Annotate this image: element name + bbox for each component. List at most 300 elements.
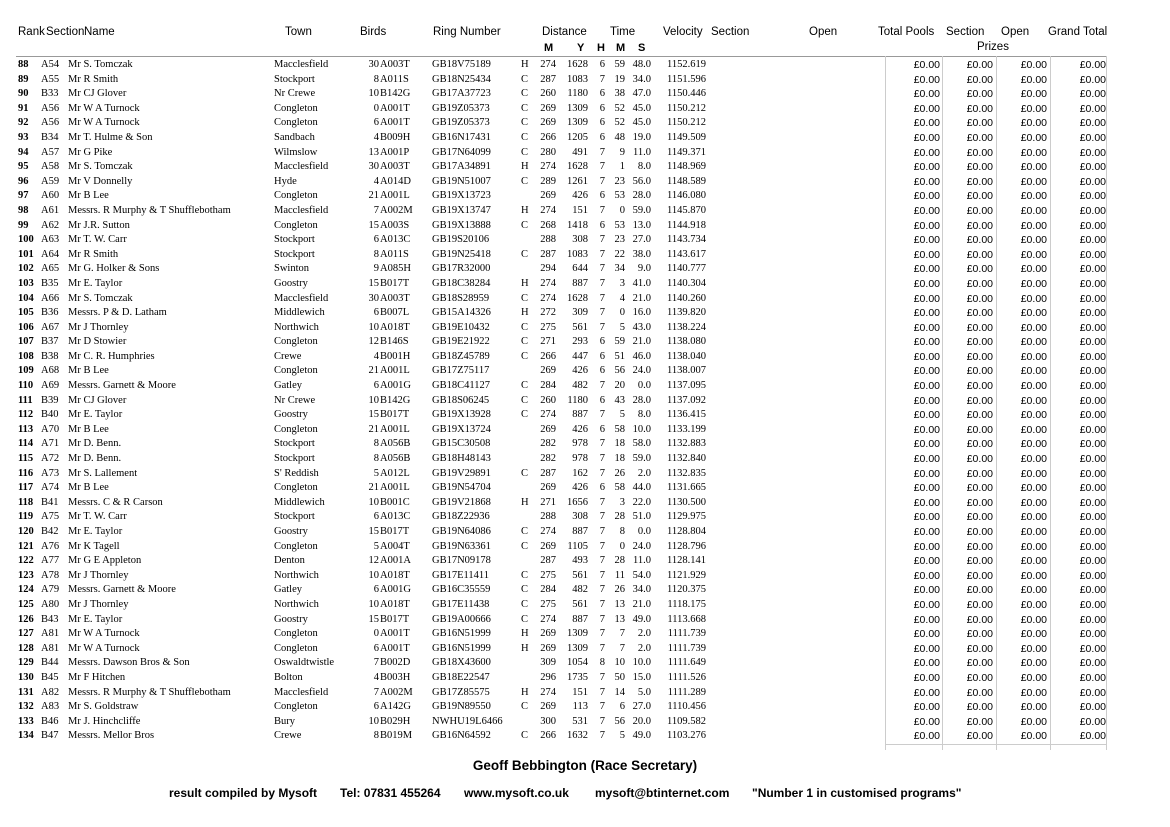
cell-distance-yards: 887 (572, 277, 588, 289)
cell-flag: C (521, 540, 529, 552)
cell-birds-count: 4 (373, 175, 379, 187)
cell-fancier-name: Messrs. C & R Carson (68, 496, 163, 508)
cell-velocity: 1128.796 (667, 540, 706, 552)
cell-position-code: B001C (380, 496, 410, 508)
cell-time-seconds: 16.0 (632, 307, 651, 319)
cell-distance-miles: 287 (540, 248, 556, 260)
cell-time-minutes: 26 (614, 467, 625, 479)
cell-town: Congleton (274, 102, 318, 114)
header-section: Section (46, 26, 85, 38)
footer-website: www.mysoft.co.uk (464, 786, 569, 800)
cell-flag: C (521, 380, 529, 392)
cell-distance-miles: 275 (540, 321, 556, 333)
cell-town: Nr Crewe (274, 88, 316, 100)
cell-ring-number: GB18N25434 (432, 73, 491, 85)
cell-town: Congleton (274, 628, 318, 640)
cell-prize-open: £0.00 (1020, 380, 1047, 393)
cell-fancier-name: Mr E. Taylor (68, 526, 123, 537)
cell-flag: H (521, 686, 529, 698)
table-row (0, 598, 1170, 613)
cell-birds-count: 5 (373, 540, 379, 552)
cell-velocity: 1118.175 (667, 598, 706, 610)
cell-prize-section: £0.00 (966, 307, 993, 320)
table-row (0, 146, 1170, 161)
cell-time-seconds: 34.0 (632, 73, 651, 85)
cell-rank: 130 (18, 671, 34, 683)
cell-fancier-name: Mr S. Goldstraw (68, 701, 139, 713)
cell-time-hours: 7 (599, 234, 605, 246)
cell-town: Macclesfield (274, 161, 329, 173)
cell-distance-yards: 1309 (567, 102, 588, 114)
cell-time-hours: 7 (599, 730, 605, 742)
cell-prize-open: £0.00 (1020, 321, 1047, 334)
cell-birds-count: 15 (368, 409, 379, 421)
cell-section: A63 (41, 234, 60, 246)
cell-time-minutes: 59 (614, 59, 625, 70)
table-row (0, 277, 1170, 292)
cell-total-pools: £0.00 (913, 584, 940, 597)
cell-time-minutes: 50 (614, 671, 625, 683)
cell-prize-section: £0.00 (966, 496, 993, 509)
cell-ring-number: GB19X13928 (432, 409, 491, 421)
cell-time-hours: 7 (599, 555, 605, 567)
cell-grand-total: £0.00 (1079, 292, 1106, 305)
cell-total-pools: £0.00 (913, 555, 940, 568)
cell-distance-yards: 531 (572, 715, 588, 727)
cell-ring-number: GB17R32000 (432, 263, 491, 275)
header-name: Name (84, 26, 115, 38)
cell-section: A73 (41, 467, 60, 479)
cell-velocity: 1120.375 (667, 584, 706, 596)
cell-fancier-name: Mr R Smith (68, 248, 119, 260)
cell-time-minutes: 53 (614, 219, 625, 231)
cell-velocity: 1139.820 (667, 307, 706, 319)
cell-town: Goostry (274, 409, 308, 421)
cell-time-seconds: 2.0 (637, 628, 651, 640)
cell-fancier-name: Messrs. P & D. Latham (68, 307, 167, 319)
cell-grand-total: £0.00 (1079, 161, 1106, 174)
cell-position-code: A013C (380, 234, 411, 246)
cell-total-pools: £0.00 (913, 569, 940, 582)
cell-distance-yards: 1105 (567, 540, 588, 552)
cell-velocity: 1151.596 (667, 73, 706, 85)
cell-velocity: 1128.141 (667, 555, 706, 567)
cell-rank: 119 (18, 511, 34, 523)
cell-prize-section: £0.00 (966, 482, 993, 495)
cell-velocity: 1143.734 (667, 234, 706, 246)
cell-section: B37 (41, 336, 59, 348)
table-row (0, 423, 1170, 438)
cell-rank: 128 (18, 642, 34, 654)
cell-section: A76 (41, 540, 60, 552)
cell-time-minutes: 18 (614, 453, 625, 465)
cell-prize-section: £0.00 (966, 642, 993, 655)
cell-position-code: A001T (380, 628, 410, 640)
cell-time-minutes: 23 (614, 175, 625, 187)
cell-time-minutes: 22 (614, 248, 625, 260)
cell-section: A56 (41, 102, 60, 114)
cell-prize-section: £0.00 (966, 467, 993, 480)
cell-time-minutes: 34 (614, 263, 625, 275)
cell-grand-total: £0.00 (1079, 73, 1106, 86)
cell-town: Congleton (274, 701, 318, 713)
cell-total-pools: £0.00 (913, 292, 940, 305)
table-row (0, 204, 1170, 219)
cell-prize-open: £0.00 (1020, 350, 1047, 363)
cell-town: Northwich (274, 569, 319, 581)
cell-total-pools: £0.00 (913, 423, 940, 436)
cell-position-code: A003S (380, 219, 410, 231)
cell-town: Bolton (274, 671, 303, 683)
cell-distance-miles: 275 (540, 598, 556, 610)
cell-velocity: 1132.840 (667, 453, 706, 465)
cell-distance-miles: 282 (540, 438, 556, 450)
cell-ring-number: GB15C30508 (432, 438, 491, 450)
table-row (0, 160, 1170, 175)
cell-velocity: 1148.589 (667, 175, 706, 187)
cell-distance-yards: 1261 (567, 175, 588, 187)
cell-position-code: A004T (380, 540, 410, 552)
table-row (0, 408, 1170, 423)
cell-position-code: A085H (380, 263, 411, 275)
cell-prize-section: £0.00 (966, 190, 993, 203)
cell-section: B46 (41, 715, 59, 727)
cell-section: A72 (41, 453, 60, 465)
cell-total-pools: £0.00 (913, 526, 940, 538)
cell-fancier-name: Mr J Thornley (68, 569, 129, 581)
cell-ring-number: GB19Z05373 (432, 102, 490, 114)
cell-flag: C (521, 394, 529, 406)
cell-prize-section: £0.00 (966, 234, 993, 247)
cell-birds-count: 8 (373, 453, 379, 465)
cell-distance-yards: 162 (572, 467, 588, 479)
cell-prize-open: £0.00 (1020, 569, 1047, 582)
cell-rank: 118 (18, 496, 34, 508)
cell-time-hours: 7 (599, 175, 605, 187)
cell-ring-number: GB19N89550 (432, 701, 491, 713)
cell-time-seconds: 56.0 (632, 175, 651, 187)
cell-time-seconds: 13.0 (632, 219, 651, 231)
cell-rank: 126 (18, 613, 34, 625)
cell-distance-yards: 887 (572, 613, 588, 625)
cell-distance-yards: 308 (572, 511, 588, 523)
cell-total-pools: £0.00 (913, 671, 940, 684)
cell-flag: C (521, 336, 529, 348)
cell-rank: 100 (18, 234, 34, 246)
cell-time-seconds: 45.0 (632, 102, 651, 114)
cell-prize-section: £0.00 (966, 380, 993, 393)
cell-time-seconds: 46.0 (632, 350, 651, 362)
cell-prize-section: £0.00 (966, 613, 993, 626)
cell-town: Wilmslow (274, 146, 318, 158)
cell-town: Bury (274, 715, 295, 727)
cell-prize-open: £0.00 (1020, 365, 1047, 378)
cell-birds-count: 15 (368, 526, 379, 537)
table-row (0, 496, 1170, 511)
cell-birds-count: 0 (373, 102, 379, 114)
cell-rank: 101 (18, 248, 34, 260)
cell-prize-section: £0.00 (966, 715, 993, 728)
cell-total-pools: £0.00 (913, 380, 940, 393)
table-row (0, 306, 1170, 321)
cell-time-seconds: 28.0 (632, 394, 651, 406)
cell-total-pools: £0.00 (913, 263, 940, 276)
cell-distance-yards: 1632 (567, 730, 588, 742)
cell-velocity: 1131.665 (667, 482, 706, 494)
cell-position-code: B003H (380, 671, 411, 683)
cell-time-minutes: 0 (619, 204, 625, 216)
cell-time-hours: 7 (599, 380, 605, 392)
cell-section: A56 (41, 117, 60, 129)
cell-section: B44 (41, 657, 59, 669)
cell-time-hours: 7 (599, 453, 605, 465)
cell-prize-open: £0.00 (1020, 73, 1047, 86)
cell-time-minutes: 23 (614, 234, 625, 246)
cell-flag: H (521, 161, 529, 173)
cell-rank: 116 (18, 467, 34, 479)
race-secretary: Geoff Bebbington (Race Secretary) (472, 758, 698, 773)
cell-distance-miles: 269 (540, 423, 556, 435)
cell-distance-miles: 284 (540, 584, 556, 596)
cell-birds-count: 6 (373, 234, 379, 246)
cell-grand-total: £0.00 (1079, 701, 1106, 714)
cell-time-hours: 7 (599, 584, 605, 596)
cell-velocity: 1111.739 (667, 628, 706, 640)
table-row (0, 248, 1170, 263)
grid-line (885, 744, 1106, 745)
cell-rank: 89 (18, 73, 29, 85)
cell-section: A54 (41, 59, 60, 70)
cell-section: A57 (41, 146, 60, 158)
cell-time-minutes: 5 (619, 321, 625, 333)
cell-position-code: A013C (380, 511, 411, 523)
cell-prize-open: £0.00 (1020, 496, 1047, 509)
table-row (0, 233, 1170, 248)
cell-town: S' Reddish (274, 467, 319, 479)
cell-distance-miles: 288 (540, 511, 556, 523)
cell-town: Stockport (274, 453, 315, 465)
cell-velocity: 1129.975 (667, 511, 706, 523)
cell-ring-number: GB19Z05373 (432, 117, 490, 129)
cell-section: A65 (41, 263, 60, 275)
cell-total-pools: £0.00 (913, 657, 940, 670)
cell-position-code: A001L (380, 482, 410, 494)
cell-grand-total: £0.00 (1079, 686, 1106, 699)
cell-distance-miles: 296 (540, 671, 556, 683)
cell-distance-yards: 644 (572, 263, 588, 275)
cell-prize-section: £0.00 (966, 730, 993, 743)
cell-velocity: 1140.777 (667, 263, 706, 275)
cell-ring-number: GB19N64086 (432, 526, 491, 537)
cell-distance-miles: 274 (540, 613, 556, 625)
cell-birds-count: 8 (373, 438, 379, 450)
cell-prize-section: £0.00 (966, 569, 993, 582)
cell-prize-open: £0.00 (1020, 59, 1047, 71)
cell-ring-number: GB19X13723 (432, 190, 491, 202)
header-distance: Distance (542, 26, 587, 38)
cell-prize-section: £0.00 (966, 555, 993, 568)
cell-birds-count: 30 (368, 161, 379, 173)
cell-time-minutes: 58 (614, 423, 625, 435)
cell-ring-number: GB19E10432 (432, 321, 490, 333)
cell-distance-miles: 260 (540, 394, 556, 406)
cell-ring-number: GB18C41127 (432, 380, 490, 392)
cell-section: A62 (41, 219, 60, 231)
cell-rank: 123 (18, 569, 34, 581)
cell-town: Congleton (274, 117, 318, 129)
cell-grand-total: £0.00 (1079, 657, 1106, 670)
cell-ring-number: GB17N09178 (432, 555, 491, 567)
cell-grand-total: £0.00 (1079, 584, 1106, 597)
cell-velocity: 1138.080 (667, 336, 706, 348)
cell-ring-number: GB19S20106 (432, 234, 490, 246)
header-birds: Birds (360, 26, 387, 38)
cell-fancier-name: Mr B Lee (68, 365, 109, 377)
header-prize-section: Section (946, 26, 985, 38)
cell-distance-yards: 293 (572, 336, 588, 348)
cell-distance-miles: 284 (540, 380, 556, 392)
cell-time-minutes: 20 (614, 380, 625, 392)
cell-distance-miles: 269 (540, 701, 556, 713)
cell-position-code: A001G (380, 380, 411, 392)
cell-distance-yards: 426 (572, 482, 588, 494)
cell-time-seconds: 2.0 (637, 642, 651, 654)
cell-velocity: 1149.371 (667, 146, 706, 158)
cell-prize-section: £0.00 (966, 423, 993, 436)
cell-time-minutes: 26 (614, 584, 625, 596)
cell-distance-miles: 275 (540, 569, 556, 581)
cell-ring-number: GB18S06245 (432, 394, 490, 406)
cell-time-minutes: 28 (614, 555, 625, 567)
cell-rank: 109 (18, 365, 34, 377)
cell-prize-section: £0.00 (966, 204, 993, 217)
table-row (0, 335, 1170, 350)
cell-prize-open: £0.00 (1020, 511, 1047, 524)
cell-velocity: 1110.456 (667, 701, 706, 713)
table-row (0, 350, 1170, 365)
cell-velocity: 1136.415 (667, 409, 706, 421)
cell-time-minutes: 56 (614, 365, 625, 377)
table-row (0, 87, 1170, 102)
table-row (0, 642, 1170, 657)
cell-grand-total: £0.00 (1079, 715, 1106, 728)
cell-time-seconds: 49.0 (632, 730, 651, 742)
cell-time-minutes: 5 (619, 409, 625, 421)
cell-distance-miles: 274 (540, 59, 556, 70)
footer-email: mysoft@btinternet.com (595, 786, 730, 800)
cell-velocity: 1111.649 (667, 657, 706, 669)
cell-prize-section: £0.00 (966, 248, 993, 261)
cell-distance-yards: 493 (572, 555, 588, 567)
cell-distance-miles: 269 (540, 190, 556, 202)
cell-time-hours: 6 (599, 88, 605, 100)
footer-slogan: "Number 1 in customised programs" (752, 786, 962, 800)
cell-position-code: A056B (380, 438, 411, 450)
cell-total-pools: £0.00 (913, 467, 940, 480)
cell-velocity: 1146.080 (667, 190, 706, 202)
cell-time-hours: 7 (599, 642, 605, 654)
cell-prize-section: £0.00 (966, 453, 993, 466)
cell-prize-section: £0.00 (966, 701, 993, 714)
cell-total-pools: £0.00 (913, 190, 940, 203)
cell-position-code: A018T (380, 321, 410, 333)
cell-section: B35 (41, 277, 59, 289)
cell-birds-count: 21 (368, 482, 379, 494)
cell-prize-section: £0.00 (966, 526, 993, 538)
cell-flag: C (521, 102, 529, 114)
cell-time-hours: 7 (599, 438, 605, 450)
cell-birds-count: 21 (368, 423, 379, 435)
cell-grand-total: £0.00 (1079, 204, 1106, 217)
cell-section: A60 (41, 190, 60, 202)
cell-total-pools: £0.00 (913, 438, 940, 451)
cell-prize-open: £0.00 (1020, 555, 1047, 568)
cell-distance-yards: 561 (572, 321, 588, 333)
cell-prize-open: £0.00 (1020, 526, 1047, 538)
cell-fancier-name: Mr W A Turnock (68, 642, 140, 654)
cell-total-pools: £0.00 (913, 88, 940, 101)
cell-fancier-name: Mr S. Tomczak (68, 161, 133, 173)
cell-ring-number: GB18X43600 (432, 657, 491, 669)
cell-flag: H (521, 204, 529, 216)
cell-time-minutes: 18 (614, 438, 625, 450)
cell-fancier-name: Mr R Smith (68, 73, 119, 85)
cell-time-minutes: 53 (614, 190, 625, 202)
cell-fancier-name: Messrs. Dawson Bros & Son (68, 657, 190, 669)
cell-town: Congleton (274, 642, 318, 654)
cell-position-code: A018T (380, 569, 410, 581)
table-row (0, 73, 1170, 88)
cell-ring-number: GB18V75189 (432, 59, 491, 70)
cell-distance-yards: 426 (572, 365, 588, 377)
cell-birds-count: 10 (368, 88, 379, 100)
cell-rank: 94 (18, 146, 29, 158)
cell-ring-number: GB16N64592 (432, 730, 491, 742)
cell-flag: C (521, 219, 529, 231)
cell-velocity: 1111.739 (667, 642, 706, 654)
cell-distance-miles: 282 (540, 453, 556, 465)
cell-time-minutes: 1 (619, 161, 625, 173)
cell-flag: C (521, 730, 529, 742)
cell-time-hours: 6 (599, 190, 605, 202)
cell-birds-count: 12 (368, 336, 379, 348)
cell-distance-miles: 266 (540, 730, 556, 742)
cell-section: B36 (41, 307, 59, 319)
cell-section: A78 (41, 569, 60, 581)
cell-ring-number: GB17Z75117 (432, 365, 490, 377)
cell-grand-total: £0.00 (1079, 175, 1106, 188)
cell-distance-yards: 151 (572, 686, 588, 698)
cell-distance-miles: 274 (540, 292, 556, 304)
cell-rank: 121 (18, 540, 34, 552)
cell-velocity: 1132.883 (667, 438, 706, 450)
cell-time-hours: 8 (599, 657, 605, 669)
cell-grand-total: £0.00 (1079, 423, 1106, 436)
cell-time-seconds: 8.0 (637, 409, 651, 421)
cell-velocity: 1138.007 (667, 365, 706, 377)
cell-prize-open: £0.00 (1020, 117, 1047, 130)
cell-flag: H (521, 307, 529, 319)
cell-time-seconds: 9.0 (637, 263, 651, 275)
footer-tel: Tel: 07831 455264 (340, 786, 441, 800)
results-table (0, 58, 1170, 744)
cell-total-pools: £0.00 (913, 409, 940, 422)
cell-position-code: B017T (380, 526, 410, 537)
cell-section: A83 (41, 701, 60, 713)
cell-grand-total: £0.00 (1079, 730, 1106, 743)
cell-distance-miles: 269 (540, 642, 556, 654)
cell-section: A71 (41, 438, 60, 450)
